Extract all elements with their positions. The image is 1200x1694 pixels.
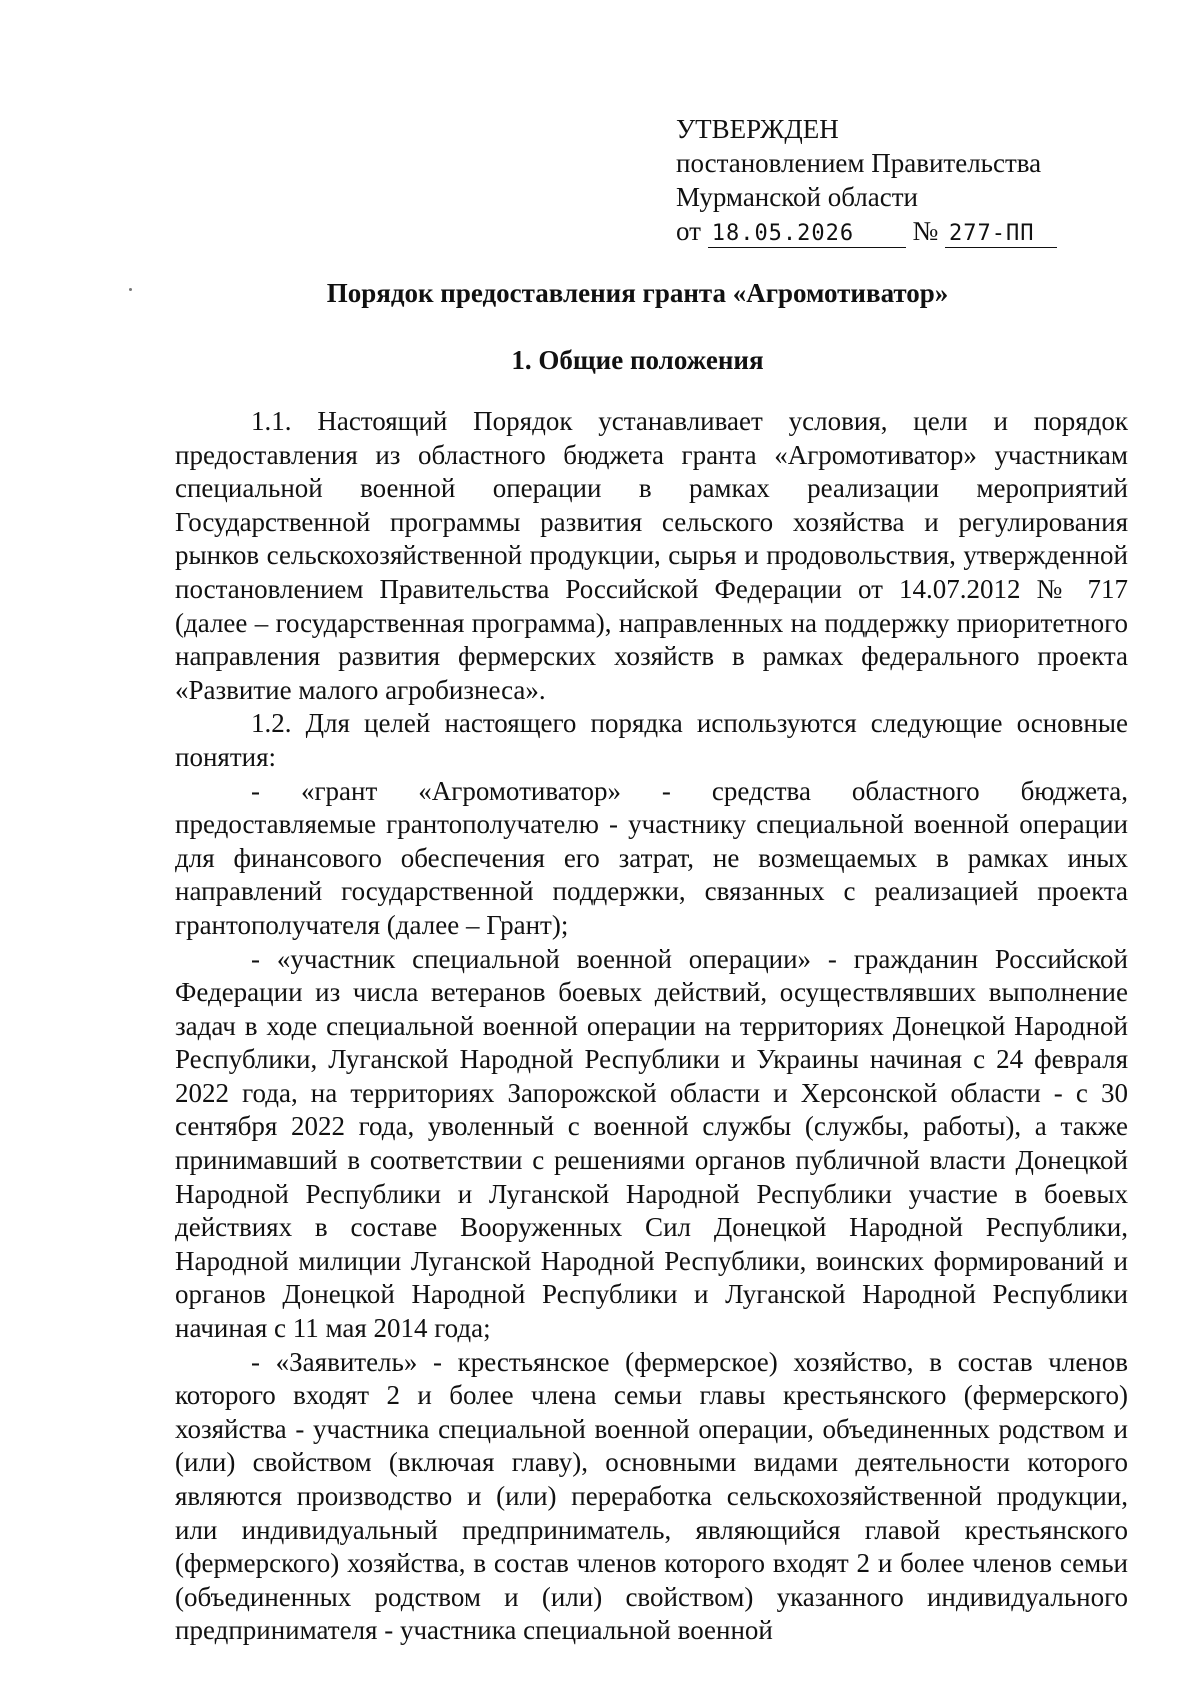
paragraph: - «Заявитель» - крестьянское (фермерское) хозяйство, в состав членов которого входят 2 и более члена семьи главы крестьянского (фермерского) хозяйства - участника специальной военной операции, объединенных родством и (или) свойством (включая главу), основными видами деятельности которого являются производство и (или) переработка сельскохозяйственной продукции, или индивидуальный предприниматель, являющийся главой крестьянского (фермерского) хозяйства, в состав членов которого входят 2 и более членов семьи (объединенных родством и (или) свойством) указанного индивидуального предпринимателя - участника специальной военной: [175, 1346, 1128, 1646]
approval-stamp-block: [676, 112, 1096, 248]
paragraph: - «участник специальной военной операции» - гражданин Российской Федерации из числа ветеранов боевых действий, осуществлявших выполнение задач в ходе специальной военной операции на территориях Донецкой Народной Республики, Луганской Народной Республики и Украины начиная с 24 февраля 2022 года, на территориях Запорожской области и Херсонской области - с 30 сентября 2022 года, уволенный с военной службы (службы, работы), а также принимавший в соответствии с решениями органов публичной власти Донецкой Народной Республики и Луганской Народной Республики участие в боевых действиях в составе Вооруженных Сил Донецкой Народной Республики, Народной милиции Луганской Народной Республики, воинских формирований и органов Донецкой Народной Республики и Луганской Народной Республики начиная с 11 мая 2014 года;: [175, 943, 1128, 1344]
document-title: Порядок предоставления гранта «Агромотиватор»: [326, 278, 949, 308]
number-prefix: №: [912, 216, 939, 246]
approval-heading: УТВЕРЖДЕН: [676, 114, 839, 144]
paragraph: 1.2. Для целей настоящего порядка используются следующие основные понятия:: [175, 708, 1128, 772]
approval-date: 18.05.2026: [708, 221, 906, 248]
approval-line-2: Мурманской области: [676, 182, 918, 212]
date-prefix: от: [676, 216, 701, 246]
paragraph: 1.1. Настоящий Порядок устанавливает условия, цели и порядок предоставления из областного бюджета гранта «Агромотиватор» участникам специальной военной операции в рамках реализации мероприятий Государственной программы развития сельского хозяйства и регулирования рынков сельскохозяйственной продукции, сырья и продовольствия, утвержденной постановлением Правительства Российской Федерации от 14.07.2012 № 717 (далее – государственная программа), направленных на поддержку приоритетного направления развития фермерских хозяйств в рамках федерального проекта «Развитие малого агробизнеса».: [175, 406, 1128, 705]
document-body: [175, 405, 1128, 1648]
scan-speck: [129, 288, 132, 291]
section-title: 1. Общие положения: [511, 345, 764, 375]
approval-line-1: постановлением Правительства: [676, 148, 1042, 178]
approval-number: 277-ПП: [945, 221, 1057, 248]
approval-date-number-line: [676, 214, 1096, 248]
paragraph: - «грант «Агромотиватор» - средства областного бюджета, предоставляемые грантополучателю - участнику специальной военной операции для финансового обеспечения его затрат, не возмещаемых в рамках иных направлений государственной поддержки, связанных с реализацией проекта грантополучателя (далее – Грант);: [175, 775, 1128, 940]
